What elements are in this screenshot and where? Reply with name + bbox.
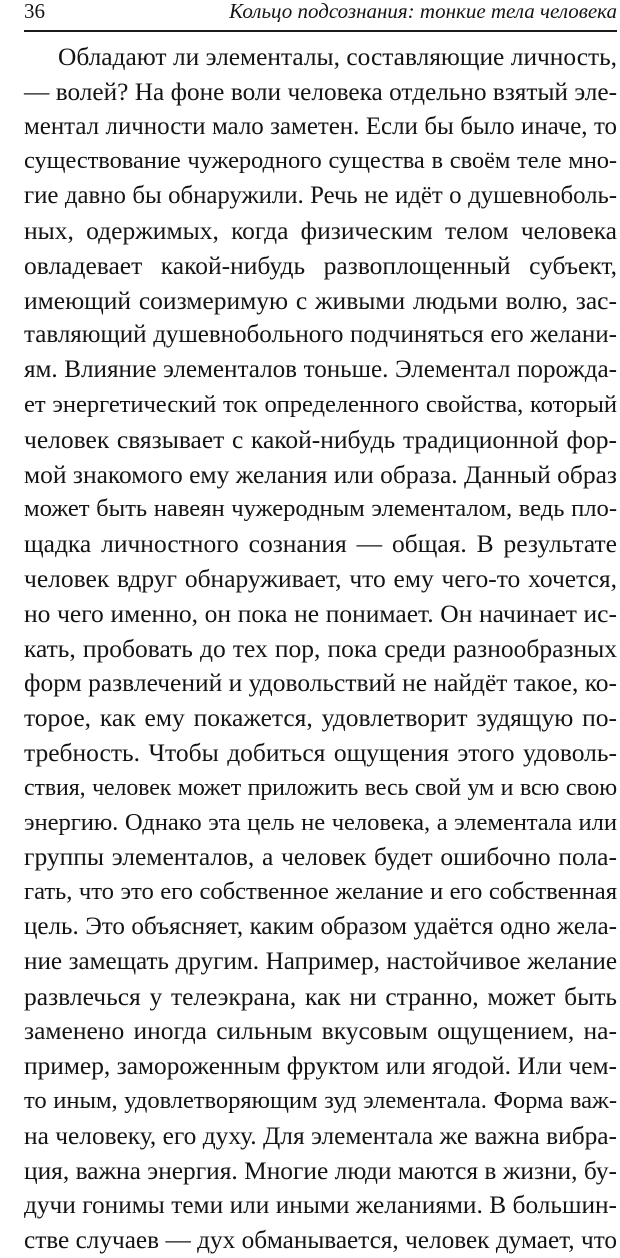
text-line: цель. Это объясняет, каким образом удаётся одно жела- [24, 912, 617, 940]
body-paragraph [24, 40, 617, 1258]
text-line: ция, важна энергия. Многие люди маются в жизни, бу- [24, 1156, 617, 1185]
page-number: 36 [24, 0, 45, 23]
text-line: требность. Чтобы добиться ощущения этого удоволь- [24, 737, 617, 767]
text-line: дучи гонимы теми или иными желаниями. В большин- [24, 1191, 617, 1220]
text-line: мой знакомого ему желания или образа. Данный образ [24, 459, 617, 489]
text-line: тавляющий душевнобольного подчиняться его желани- [24, 321, 617, 349]
text-line: гать, что это его собственное желание и его собственная [24, 878, 617, 906]
text-line: пример, замороженным фруктом или ягодой. Или чем- [24, 1052, 617, 1081]
text-line: ных, одержимых, когда физическим телом человека [24, 215, 617, 245]
text-line: ям. Влияние элементалов тоньше. Элементал порождa- [24, 356, 617, 384]
text-line: торое, как ему покажется, удовлетворит зудящую по- [24, 703, 617, 733]
text-line: Обладают ли элементалы, составляющие личность, [58, 43, 617, 71]
text-line: имеющий соизмеримую с живыми людьми волю, зас- [24, 285, 617, 315]
text-line: ствия, человек может приложить весь свой ум и всю свою [24, 774, 617, 801]
text-line: кать, пробовать до тех пор, пока среди разнообразных [24, 633, 617, 663]
text-line: ние замещать другим. Например, настойчивое желание [24, 947, 617, 975]
text-line: стве случаев — дух обманывается, человек думает, что [24, 1226, 617, 1255]
text-line: форм развлечений и удовольствий не найдёт такое, ко- [24, 668, 617, 698]
text-line: то иным, удовлетворяющим зуд элементала. Форма важ- [24, 1086, 617, 1114]
running-title: Кольцо подсознания: тонкие тела человека [229, 0, 617, 23]
header-rule [24, 30, 617, 32]
text-line: существование чужеродного существа в своём теле мно- [24, 147, 617, 175]
text-line: на человеку, его духу. Для элементала же важна вибра- [24, 1121, 617, 1150]
running-header [24, 0, 617, 30]
text-line: ет энергетический ток определенного свойства, который [24, 390, 617, 418]
text-line: человек связывает с какой-нибудь традиционной фор- [24, 424, 617, 454]
text-line: человек вдруг обнаруживает, что ему чего-то хочется, [24, 563, 617, 593]
text-line: может быть навеян чужеродным элементалом, ведь пло- [24, 495, 617, 523]
text-line: ментал личности мало заметен. Если бы было иначе, то [24, 112, 617, 140]
text-line: гие давно бы обнаружили. Речь не идёт о душевноболь- [24, 182, 617, 210]
text-line: но чего именно, он пока не понимает. Он начинает ис- [24, 598, 617, 628]
text-line: заменено иногда сильным вкусовым ощущением, на- [24, 1016, 617, 1046]
text-line: группы элементалов, а человек будет ошибочно пола- [24, 842, 617, 872]
text-line: овладевает какой-нибудь развоплощенный субъект, [24, 250, 617, 280]
text-line: щадка личностного сознания — общая. В результате [24, 529, 617, 559]
text-line: энергию. Однако эта цель не человека, а элементала или [24, 808, 617, 836]
text-line: — волей? На фоне воли человека отдельно взятый эле- [24, 77, 617, 106]
text-line: развлечься у телеэкрана, как ни странно, может быть [24, 981, 617, 1011]
